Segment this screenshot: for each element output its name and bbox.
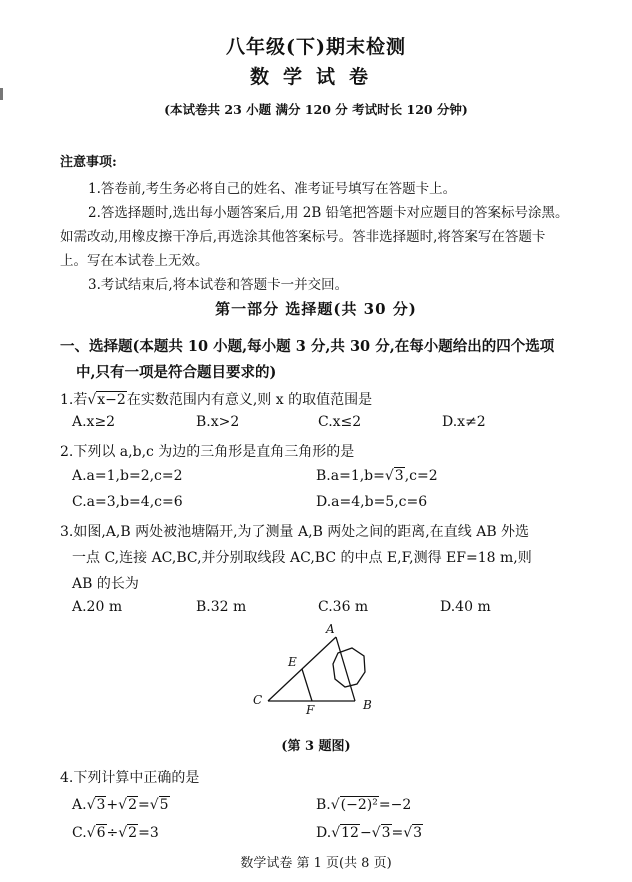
q4-b-result: =−2 xyxy=(378,797,412,813)
notice-item-1: 1.答卷前,考生务必将自己的姓名、准考证号填写在答题卡上。 xyxy=(88,181,457,197)
segment-ef xyxy=(302,669,312,701)
q4-c-rad2: 2 xyxy=(128,825,138,841)
question-4-stem: 4.下列计算中正确的是 xyxy=(60,770,200,786)
question-3-line3: AB 的长为 xyxy=(72,576,139,592)
q2-option-b-radicand: 3 xyxy=(394,468,404,484)
sqrt-icon: √ xyxy=(149,797,159,813)
q4-a-label: A. xyxy=(72,797,87,813)
q4-d-rad1: 12 xyxy=(341,825,359,841)
sqrt-icon: √ xyxy=(118,797,128,813)
q4-c-label: C. xyxy=(72,825,87,841)
q2-option-d: D.a=4,b=5,c=6 xyxy=(316,494,428,510)
part-instruction-line2: 中,只有一项是符合题目要求的) xyxy=(76,364,277,381)
notice-item-3: 3.考试结束后,将本试卷和答题卡一并交回。 xyxy=(88,277,349,293)
q1-prefix: 1.若 xyxy=(60,392,88,408)
q4-d-rad3: 3 xyxy=(413,825,423,841)
sqrt-icon: √ xyxy=(86,797,96,813)
q1-option-b: B.x>2 xyxy=(196,414,240,430)
sqrt-icon: √ xyxy=(403,825,413,841)
q4-c-result: =3 xyxy=(138,825,159,841)
label-f: F xyxy=(306,703,315,717)
sqrt-icon: √ xyxy=(330,797,340,813)
exam-subject: 数学试卷 xyxy=(249,66,382,88)
q4-d-op: − xyxy=(359,825,372,841)
section-title: 第一部分 选择题(共 30 分) xyxy=(215,300,417,318)
q2-option-b-prefix: B.a=1,b= xyxy=(316,468,385,484)
question-3-line2: 一点 C,连接 AC,BC,并分别取线段 AC,BC 的中点 E,F,测得 EF=18 m,则 xyxy=(72,550,532,566)
label-e: E xyxy=(288,655,297,669)
q2-option-a: A.a=1,b=2,c=2 xyxy=(72,468,183,484)
segment-ab xyxy=(336,637,355,701)
q2-option-c: C.a=3,b=4,c=6 xyxy=(72,494,183,510)
q4-option-d xyxy=(316,825,423,841)
q4-d-rad2: 3 xyxy=(381,825,391,841)
sqrt-icon: √ xyxy=(118,825,128,841)
q4-option-b xyxy=(316,797,411,813)
q4-d-label: D. xyxy=(316,825,332,841)
q1-option-a: A.x≥2 xyxy=(72,414,116,430)
label-a: A xyxy=(326,622,335,636)
notice-item-2-line3: 上。写在本试卷上无效。 xyxy=(60,253,209,269)
q1-suffix: 在实数范围内有意义,则 x 的取值范围是 xyxy=(126,392,373,408)
q4-c-rad1: 6 xyxy=(96,825,106,841)
q4-option-c xyxy=(72,825,159,841)
q3-option-b: B.32 m xyxy=(196,599,247,615)
sqrt-icon: √ xyxy=(331,825,341,841)
notice-item-2-line2: 如需改动,用橡皮擦干净后,再选涂其他答案标号。答非选择题时,将答案写在答题卡 xyxy=(60,229,546,245)
q4-b-label: B. xyxy=(316,797,331,813)
q1-option-c: C.x≤2 xyxy=(318,414,362,430)
sqrt-icon: √ xyxy=(86,825,96,841)
q4-c-op: ÷ xyxy=(106,825,119,841)
q3-option-a: A.20 m xyxy=(72,599,123,615)
q3-option-c: C.36 m xyxy=(318,599,369,615)
part-instruction-line1: 一、选择题(本题共 10 小题,每小题 3 分,共 30 分,在每小题给出的四个选项 xyxy=(60,338,555,355)
label-c: C xyxy=(253,693,263,707)
q4-a-op: + xyxy=(106,797,119,813)
q4-option-a xyxy=(72,797,170,813)
q4-a-rad2: 2 xyxy=(128,797,137,813)
q4-d-eq: = xyxy=(391,825,404,841)
sqrt-icon: √ xyxy=(87,392,97,408)
q2-option-b-suffix: ,c=2 xyxy=(404,468,438,484)
notice-heading: 注意事项: xyxy=(60,155,117,170)
exam-info: (本试卷共 23 小题 满分 120 分 考试时长 120 分钟) xyxy=(164,102,468,117)
question-2-stem: 2.下列以 a,b,c 为边的三角形是直角三角形的是 xyxy=(60,444,355,460)
exam-title: 八年级(下)期末检测 xyxy=(226,36,406,58)
q1-option-d: D.x≠2 xyxy=(442,414,486,430)
q4-b-rad1: (−2)² xyxy=(340,797,378,813)
notice-item-2-line1: 2.答选择题时,选出每小题答案后,用 2B 铅笔把答题卡对应题目的答案标号涂黑。 xyxy=(88,205,569,221)
question-3-line1: 3.如图,A,B 两处被池塘隔开,为了测量 A,B 两处之间的距离,在直线 AB 外选 xyxy=(60,524,530,540)
page-footer: 数学试卷 第 1 页(共 8 页) xyxy=(240,856,392,871)
q3-option-d: D.40 m xyxy=(440,599,491,615)
q4-a-eq: = xyxy=(137,797,150,813)
label-b: B xyxy=(363,698,372,712)
sqrt-icon: √ xyxy=(384,468,394,484)
sqrt-icon: √ xyxy=(371,825,381,841)
q1-radicand: x−2 xyxy=(97,392,126,408)
q4-a-rad3: 5 xyxy=(159,797,169,813)
q4-a-rad1: 3 xyxy=(96,797,106,813)
figure-caption: (第 3 题图) xyxy=(281,739,351,754)
